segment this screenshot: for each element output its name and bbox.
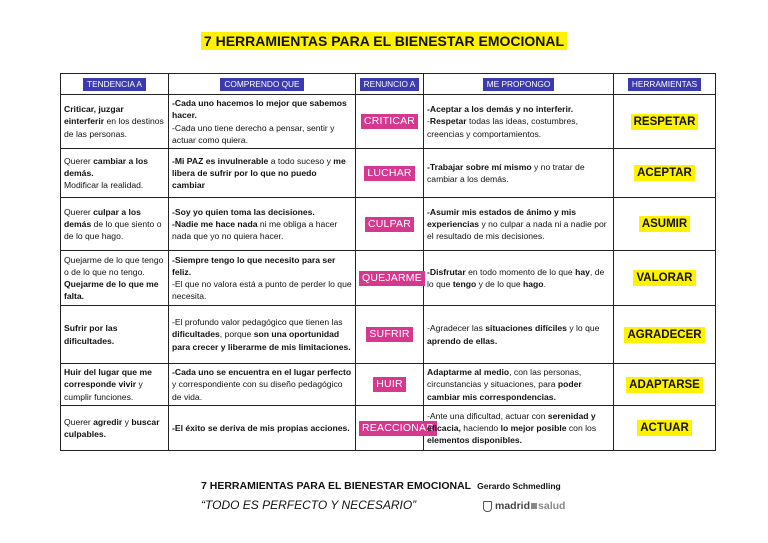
table-header-row (61, 74, 716, 95)
text-segment: dificultades (172, 329, 220, 340)
cell-tendencia (61, 251, 169, 306)
text-segment: -Cada uno tiene derecho a pensar, sentir y actuar como quiera. (172, 122, 335, 145)
text-segment: en todo momento de lo que (465, 266, 576, 277)
cell-tendencia (61, 306, 169, 364)
text-segment: y cumplir funciones. (64, 379, 143, 402)
table-row (61, 251, 716, 306)
cell-herramienta (614, 95, 716, 149)
text-segment: y de lo que (476, 279, 524, 289)
shield-icon (483, 501, 492, 512)
text-segment: -Agradecer las (427, 323, 486, 334)
table-row (61, 95, 716, 149)
text-segment: todas las ideas, costumbres, creencias y comportamientos. (427, 116, 578, 139)
text-segment: y correspondiente con su diseño pedagógico de vida. (172, 379, 343, 402)
table-row (61, 364, 716, 406)
cell-herramienta (614, 251, 716, 306)
square-icon (531, 503, 537, 509)
text-segment: -Aceptar a los demás y no interferir. (427, 104, 574, 115)
cell-propongo (424, 406, 614, 451)
text-segment: -Mi PAZ es invulnerable (172, 155, 269, 166)
cell-herramienta (614, 364, 716, 406)
logo-madrid-text: madrid (495, 500, 531, 512)
text-segment: me libera de sufrir por lo que no puedo cambiar (172, 155, 346, 191)
text-segment: hago (523, 279, 544, 289)
table-row (61, 406, 716, 451)
text-segment: Criticar, juzgar e (64, 104, 124, 127)
text-segment: situaciones difíciles (485, 323, 567, 334)
text-segment: culpar a los demás (64, 206, 141, 229)
cell-renuncio (356, 364, 424, 406)
text-segment: lo mejor posible (500, 422, 567, 433)
cell-propongo (424, 149, 614, 198)
text-segment: con los (566, 422, 597, 433)
cell-renuncio (356, 198, 424, 251)
cell-tendencia (61, 95, 169, 149)
text-segment: hay (575, 266, 590, 277)
cell-herramienta (614, 149, 716, 198)
footer-author: Gerardo Schmedling (477, 481, 561, 491)
text-segment: -Nadie me hace nada (172, 218, 258, 229)
cell-comprendo (169, 306, 356, 364)
cell-tendencia (61, 364, 169, 406)
text-segment: -Asumir mis estados de ánimo y mis experiencias (427, 206, 577, 229)
text-segment: agredir (93, 416, 123, 427)
text-segment: de lo que siento o de lo que hago. (64, 218, 162, 242)
text-segment: ni me obliga a hacer nada que yo no quiera hacer. (172, 218, 338, 242)
text-segment: Huir del lugar que me corresponde vivir (64, 367, 152, 390)
text-segment: , porque (219, 329, 254, 340)
logo-salud-text: salud (538, 500, 566, 512)
text-segment: y (122, 416, 132, 427)
text-segment: y lo que (566, 323, 600, 334)
header-tendencia: TENDENCIA A (61, 74, 169, 95)
text-segment: Quejarme de lo que tengo o de lo que no tengo. (64, 254, 164, 277)
footer-title-text: 7 HERRAMIENTAS PARA EL BIENESTAR EMOCIONAL (201, 480, 472, 492)
footer-quote: “TODO ES PERFECTO Y NECESARIO” (201, 498, 417, 512)
cell-herramienta (614, 198, 716, 251)
cell-renuncio (356, 149, 424, 198)
text-segment: haciendo (460, 422, 501, 433)
cell-tendencia (61, 406, 169, 451)
text-segment: elementos disponibles. (427, 435, 523, 446)
text-segment: -Siempre tengo lo que necesito para ser feliz. (172, 254, 336, 277)
cell-comprendo (169, 251, 356, 306)
text-segment: poder cambiar mis correspondencias. (427, 379, 582, 402)
table-row (61, 306, 716, 364)
cell-renuncio (356, 251, 424, 306)
renuncio-label: LUCHAR (364, 166, 414, 181)
herramienta-label: VALORAR (633, 270, 695, 286)
cell-tendencia (61, 149, 169, 198)
text-segment: -El profundo valor pedagógico que tienen las (172, 317, 343, 328)
text-segment: -El que no valora está a punto de perder lo que necesita. (172, 279, 352, 302)
title-text: 7 HERRAMIENTAS PARA EL BIENESTAR EMOCIONAL (201, 32, 567, 50)
cell-herramienta (614, 406, 716, 451)
text-segment: -Cada uno hacemos lo mejor que sabemos hacer. (172, 98, 347, 121)
header-renuncio: RENUNCIO A (356, 74, 424, 95)
renuncio-label: HUIR (373, 377, 405, 392)
herramienta-label: ACTUAR (637, 420, 692, 436)
cell-comprendo (169, 406, 356, 451)
renuncio-label: CULPAR (365, 217, 414, 232)
renuncio-label: SUFRIR (366, 327, 412, 342)
cell-propongo (424, 95, 614, 149)
renuncio-label: QUEJARME (359, 271, 425, 286)
cell-propongo (424, 306, 614, 364)
text-segment: tengo (452, 279, 477, 289)
text-segment: Respetar (429, 116, 467, 127)
cell-comprendo (169, 364, 356, 406)
text-segment: cambiar a los demás. (64, 155, 149, 178)
cell-propongo (424, 364, 614, 406)
text-segment: buscar culpables. (64, 416, 160, 439)
text-segment: serenidad y eficacia, (427, 410, 596, 433)
cell-comprendo (169, 95, 356, 149)
cell-comprendo (169, 149, 356, 198)
text-segment: en los destinos de las personas. (64, 116, 164, 139)
header-herramientas: HERRAMIENTAS (614, 74, 716, 95)
text-segment: , con las personas, circunstancias y situaciones, para (427, 367, 582, 390)
herramienta-label: ADAPTARSE (626, 377, 703, 393)
madrid-salud-logo (483, 500, 565, 512)
text-segment: Modificar la realidad. (64, 180, 144, 191)
table-row (61, 198, 716, 251)
header-comprendo: COMPRENDO QUE (169, 74, 356, 95)
footer-title (201, 480, 561, 492)
text-segment: y no culpar a nada ni a nadie por el resultado de mis decisiones. (427, 218, 607, 242)
page-title (0, 33, 768, 49)
text-segment: y no tratar de cambiar a los demás. (427, 161, 585, 184)
cell-tendencia (61, 198, 169, 251)
cell-comprendo (169, 198, 356, 251)
cell-renuncio (356, 95, 424, 149)
text-segment: Querer (64, 416, 94, 427)
herramienta-label: ASUMIR (639, 216, 690, 232)
cell-propongo (424, 251, 614, 306)
text-segment: interferir (68, 116, 105, 127)
herramienta-label: RESPETAR (631, 114, 699, 130)
renuncio-label: CRITICAR (361, 114, 418, 129)
text-segment: aprendo de ellas. (427, 335, 498, 346)
text-segment: - (427, 116, 430, 127)
renuncio-label: REACCIONAR (359, 421, 437, 436)
text-segment: Querer (64, 206, 94, 217)
cell-herramienta (614, 306, 716, 364)
text-segment: -Cada uno se encuentra en el lugar perfecto (172, 367, 352, 378)
text-segment: -El éxito se deriva de mis propias acciones. (172, 422, 350, 433)
cell-renuncio (356, 306, 424, 364)
herramienta-label: ACEPTAR (634, 165, 695, 181)
text-segment: Adaptarme al medio (427, 367, 510, 378)
text-segment: Querer (64, 155, 94, 166)
text-segment: -Disfrutar (427, 266, 466, 277)
tools-table (60, 73, 716, 451)
text-segment: Sufrir por las dificultades. (64, 323, 118, 346)
herramienta-label: AGRADECER (624, 327, 704, 343)
cell-renuncio (356, 406, 435, 451)
text-segment: a todo suceso y (268, 155, 334, 166)
header-propongo: ME PROPONGO (424, 74, 614, 95)
text-segment: -Soy yo quien toma las decisiones. (172, 206, 315, 217)
text-segment: Quejarme de lo que me falta. (64, 279, 159, 302)
text-segment: , de lo que (427, 266, 605, 289)
text-segment: . (543, 279, 546, 289)
text-segment: -Ante una dificultad, actuar con (427, 410, 548, 421)
text-segment: son una oportunidad para crecer y liberarme de mis limitaciones. (172, 329, 351, 352)
cell-propongo (424, 198, 614, 251)
table-row (61, 149, 716, 198)
text-segment: -Trabajar sobre mí mismo (427, 161, 532, 172)
